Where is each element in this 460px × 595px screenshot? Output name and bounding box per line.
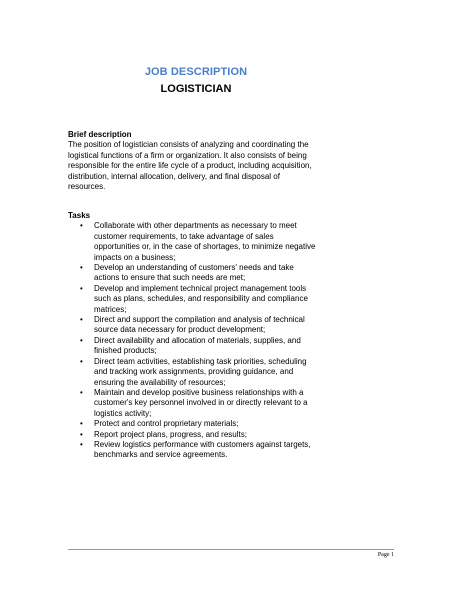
bullet-icon: •	[80, 419, 83, 429]
tasks-heading: Tasks	[68, 211, 91, 220]
bullet-icon: •	[80, 283, 83, 293]
bullet-icon: •	[80, 429, 83, 439]
task-line: Report project plans, progress, and results;	[94, 429, 247, 439]
brief-description-line: The position of logistician consists of analyzing and coordinating the	[68, 140, 309, 150]
task-item	[68, 430, 368, 440]
task-line: Direct team activities, establishing task priorities, scheduling	[94, 356, 307, 366]
task-line: Develop an understanding of customers' needs and take	[94, 263, 294, 273]
task-line: Protect and control proprietary materials;	[94, 419, 239, 429]
task-line: ensuring the availability of resources;	[94, 377, 226, 387]
task-line: opportunities or, in the case of shortages, to minimize negative	[94, 242, 316, 252]
task-line: Direct availability and allocation of materials, supplies, and	[94, 335, 301, 345]
brief-description-heading: Brief description	[68, 130, 132, 139]
task-list	[68, 221, 368, 460]
brief-description-line: distribution, internal allocation, delivery, and final disposal of	[68, 171, 280, 181]
task-item	[68, 388, 368, 419]
job-title-heading: LOGISTICIAN	[160, 83, 232, 95]
task-line: Direct and support the compilation and analysis of technical	[94, 315, 305, 325]
task-line: finished products;	[94, 346, 157, 356]
task-line: matrices;	[94, 304, 127, 314]
bullet-icon: •	[80, 315, 83, 325]
task-line: customer requirements, to take advantage of sales	[94, 231, 274, 241]
document-type-heading: JOB DESCRIPTION	[144, 66, 248, 78]
task-line: such as plans, schedules, and responsibility and compliance	[94, 294, 308, 304]
bullet-icon: •	[80, 263, 83, 273]
brief-description-line: logistical functions of a firm or organization. It also consists of being	[68, 150, 307, 160]
task-line: benchmarks and service agreements.	[94, 450, 228, 460]
task-item	[68, 315, 368, 336]
task-item	[68, 284, 368, 315]
task-item	[68, 263, 368, 284]
brief-description-line: resources.	[68, 182, 106, 192]
task-line: customer's key personnel involved in or directly relevant to a	[94, 398, 308, 408]
bullet-icon: •	[80, 439, 83, 449]
task-item	[68, 357, 368, 388]
tasks-section	[68, 211, 368, 461]
task-line: impacts on a business;	[94, 252, 176, 262]
task-line: Review logistics performance with customers against targets,	[94, 439, 311, 449]
footer-divider	[68, 549, 394, 550]
task-line: actions to ensure that such needs are met;	[94, 273, 246, 283]
task-line: Develop and implement technical project management tools	[94, 283, 307, 293]
brief-description-section	[68, 130, 368, 192]
bullet-icon: •	[80, 335, 83, 345]
task-line: Maintain and develop positive business relationships with a	[94, 387, 304, 397]
bullet-icon: •	[80, 356, 83, 366]
task-item	[68, 440, 368, 461]
task-item	[68, 336, 368, 357]
brief-description-line: responsible for the entire life cycle of a product, including acquisition,	[68, 161, 312, 171]
task-item	[68, 221, 368, 263]
brief-description-text	[68, 140, 368, 192]
page-number: Page 1	[377, 552, 394, 558]
task-line: source data necessary for product development;	[94, 325, 266, 335]
task-line: and tracking work assignments, providing guidance, and	[94, 367, 294, 377]
bullet-icon: •	[80, 221, 83, 231]
bullet-icon: •	[80, 387, 83, 397]
task-line: logistics activity;	[94, 408, 152, 418]
task-line: Collaborate with other departments as necessary to meet	[94, 221, 297, 231]
task-item	[68, 419, 368, 429]
